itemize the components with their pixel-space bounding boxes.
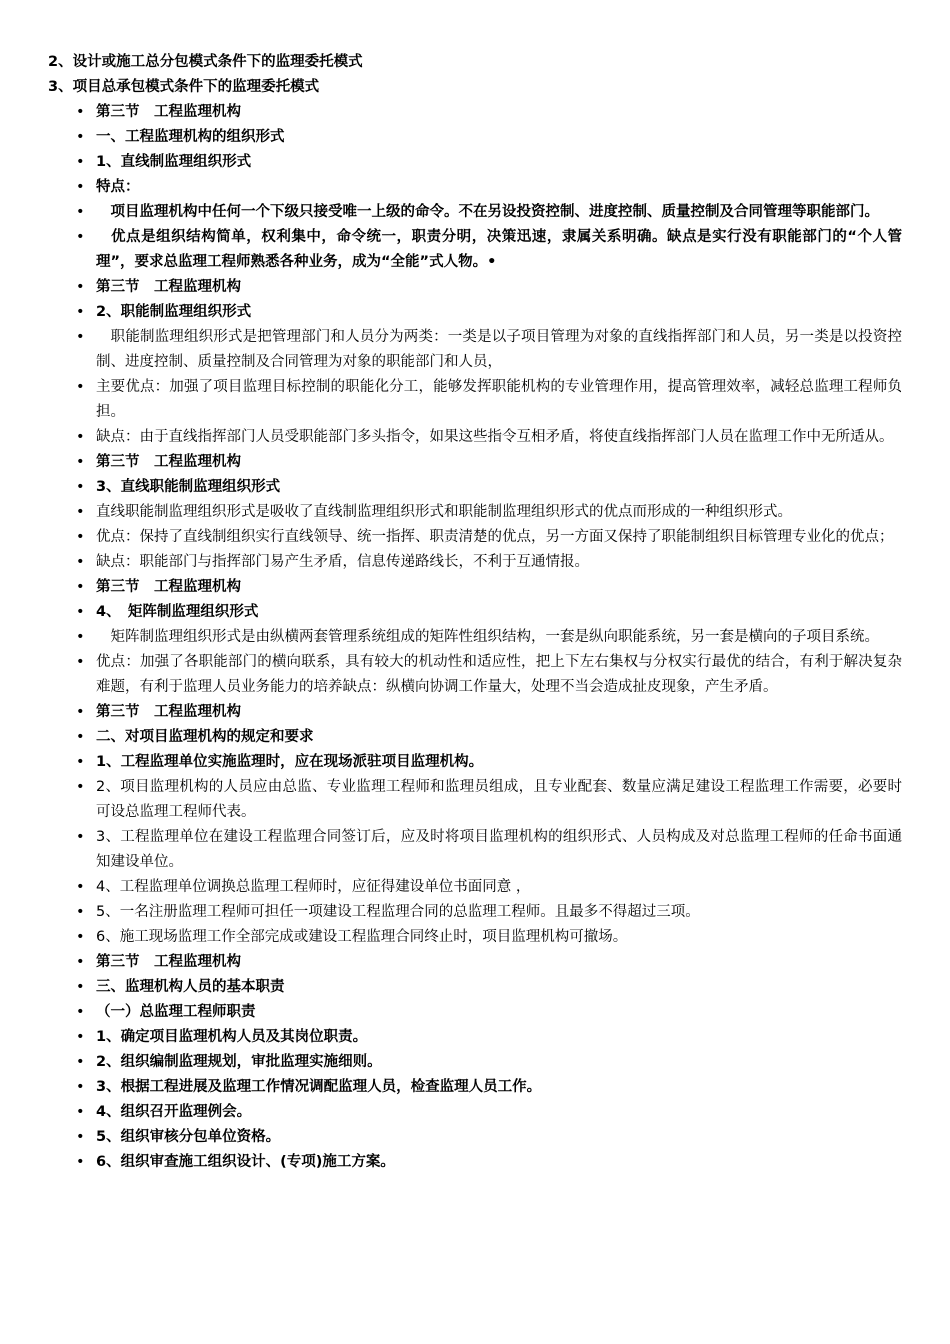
bullet-icon: • xyxy=(76,879,85,895)
list-item xyxy=(0,1050,950,1075)
bullet-icon: • xyxy=(76,104,85,120)
list-item-text: 1、确定项目监理机构人员及其岗位职责。 xyxy=(96,1029,368,1045)
bullet-icon: • xyxy=(76,554,85,570)
list-item xyxy=(0,900,950,925)
list-item-text: 1、直线制监理组织形式 xyxy=(96,154,252,170)
bullet-icon: • xyxy=(76,1104,85,1120)
bullet-icon: • xyxy=(76,1154,85,1170)
bullet-icon: • xyxy=(76,379,85,395)
list-item xyxy=(0,975,950,1000)
list-item xyxy=(0,200,950,225)
list-item xyxy=(0,1025,950,1050)
bullet-icon: • xyxy=(76,929,85,945)
list-item xyxy=(0,775,950,825)
list-item-text: 6、组织审查施工组织设计、(专项)施工方案。 xyxy=(96,1154,395,1170)
bullet-icon: • xyxy=(76,279,85,295)
list-item xyxy=(0,100,950,125)
list-item xyxy=(0,475,950,500)
list-item xyxy=(0,550,950,575)
bullet-icon: • xyxy=(76,729,85,745)
bullet-icon: • xyxy=(76,1004,85,1020)
list-item xyxy=(0,950,950,975)
list-item xyxy=(0,625,950,650)
list-item-text: 一、工程监理机构的组织形式 xyxy=(96,129,285,145)
bullet-icon: • xyxy=(76,779,85,795)
list-item-text: 2、职能制监理组织形式 xyxy=(96,304,252,320)
list-item xyxy=(0,1125,950,1150)
list-item xyxy=(0,725,950,750)
list-item-text: 项目监理机构中任何一个下级只接受唯一上级的命令。不在另设投资控制、进度控制、质量控制及合同管理等职能部门。 xyxy=(96,204,879,220)
bullet-icon: • xyxy=(76,1129,85,1145)
list-item-text: 第三节 工程监理机构 xyxy=(96,579,241,595)
bullet-icon: • xyxy=(76,1054,85,1070)
pre-line-2: 3、项目总承包模式条件下的监理委托模式 xyxy=(48,79,320,95)
list-item-text: 2、组织编制监理规划，审批监理实施细则。 xyxy=(96,1054,382,1070)
bullet-icon: • xyxy=(76,604,85,620)
list-item-text: 3、直线职能制监理组织形式 xyxy=(96,479,281,495)
pre-line-1: 2、设计或施工总分包模式条件下的监理委托模式 xyxy=(48,54,363,70)
list-item-text: 特点： xyxy=(96,179,140,195)
list-item-text: 第三节 工程监理机构 xyxy=(96,704,241,720)
list-item xyxy=(0,500,950,525)
bullet-icon: • xyxy=(76,479,85,495)
list-item xyxy=(0,925,950,950)
list-item-text: 2、项目监理机构的人员应由总监、专业监理工程师和监理员组成，且专业配套、数量应满足建设工程监理工作需要，必要时可设总监理工程师代表。 xyxy=(96,779,902,820)
list-item-text: 直线职能制监理组织形式是吸收了直线制监理组织形式和职能制监理组织形式的优点而形成的一种组织形式。 xyxy=(96,504,792,520)
bullet-icon: • xyxy=(76,179,85,195)
list-item xyxy=(0,650,950,700)
bullet-icon: • xyxy=(76,154,85,170)
list-item xyxy=(0,425,950,450)
list-item xyxy=(0,875,950,900)
list-item xyxy=(0,325,950,375)
list-item-text: 3、根据工程进展及监理工作情况调配监理人员，检查监理人员工作。 xyxy=(96,1079,542,1095)
list-item-text: 5、一名注册监理工程师可担任一项建设工程监理合同的总监理工程师。且最多不得超过三项。 xyxy=(96,904,700,920)
list-item-text: 优点：加强了各职能部门的横向联系，具有较大的机动性和适应性，把上下左右集权与分权实行最优的结合，有利于解决复杂难题，有利于监理人员业务能力的培养缺点：纵横向协调工作量大，处理不当会造成扯皮现象，产生矛盾。 xyxy=(96,654,902,695)
list-item xyxy=(0,375,950,425)
bullet-icon: • xyxy=(76,654,85,670)
list-item xyxy=(0,300,950,325)
list-item xyxy=(0,450,950,475)
list-item-text: 5、组织审核分包单位资格。 xyxy=(96,1129,281,1145)
bullet-icon: • xyxy=(76,904,85,920)
bullet-list xyxy=(0,100,950,1175)
bullet-icon: • xyxy=(76,1029,85,1045)
list-item-text: 缺点：由于直线指挥部门人员受职能部门多头指令，如果这些指令互相矛盾，将使直线指挥部门人员在监理工作中无所适从。 xyxy=(96,429,894,445)
list-item xyxy=(0,150,950,175)
list-item-text: 4、 矩阵制监理组织形式 xyxy=(96,604,259,620)
list-item-text: 6、施工现场监理工作全部完成或建设工程监理合同终止时，项目监理机构可撤场。 xyxy=(96,929,628,945)
bullet-icon: • xyxy=(76,754,85,770)
list-item xyxy=(0,225,950,275)
bullet-icon: • xyxy=(76,529,85,545)
list-item-text: 第三节 工程监理机构 xyxy=(96,454,241,470)
list-item xyxy=(0,1000,950,1025)
list-item xyxy=(0,600,950,625)
list-item-text: 4、工程监理单位调换总监理工程师时，应征得建设单位书面同意 ， xyxy=(96,879,531,895)
bullet-icon: • xyxy=(76,129,85,145)
document-page xyxy=(0,50,950,1175)
list-item-text: 优点是组织结构简单，权利集中，命令统一，职责分明，决策迅速，隶属关系明确。缺点是实行没有职能部门的“个人管理”，要求总监理工程师熟悉各种业务，成为“全能”式人物。• xyxy=(96,229,902,270)
list-item-text: 矩阵制监理组织形式是由纵横两套管理系统组成的矩阵性组织结构，一套是纵向职能系统，另一套是横向的子项目系统。 xyxy=(96,629,879,645)
list-item-text: 职能制监理组织形式是把管理部门和人员分为两类：一类是以子项目管理为对象的直线指挥部门和人员，另一类是以投资控制、进度控制、质量控制及合同管理为对象的职能部门和人员， xyxy=(96,329,902,370)
list-item-text: 1、工程监理单位实施监理时，应在现场派驻项目监理机构。 xyxy=(96,754,484,770)
list-item xyxy=(0,700,950,725)
list-item-text: 第三节 工程监理机构 xyxy=(96,104,241,120)
list-item-text: 第三节 工程监理机构 xyxy=(96,954,241,970)
bullet-icon: • xyxy=(76,1079,85,1095)
bullet-icon: • xyxy=(76,304,85,320)
bullet-icon: • xyxy=(76,829,85,845)
list-item-text: （一）总监理工程师职责 xyxy=(96,1004,256,1020)
list-item xyxy=(0,125,950,150)
list-item xyxy=(0,1075,950,1100)
list-item-text: 3、工程监理单位在建设工程监理合同签订后，应及时将项目监理机构的组织形式、人员构成及对总监理工程师的任命书面通知建设单位。 xyxy=(96,829,902,870)
bullet-icon: • xyxy=(76,979,85,995)
bullet-icon: • xyxy=(76,704,85,720)
bullet-icon: • xyxy=(76,954,85,970)
bullet-icon: • xyxy=(76,629,85,645)
list-item-text: 三、监理机构人员的基本职责 xyxy=(96,979,285,995)
list-item xyxy=(0,750,950,775)
bullet-icon: • xyxy=(76,329,85,345)
list-item-text: 缺点：职能部门与指挥部门易产生矛盾，信息传递路线长，不利于互通情报。 xyxy=(96,554,589,570)
bullet-icon: • xyxy=(76,579,85,595)
list-item xyxy=(0,275,950,300)
list-item xyxy=(0,575,950,600)
list-item xyxy=(0,525,950,550)
list-item-text: 4、组织召开监理例会。 xyxy=(96,1104,252,1120)
list-item xyxy=(0,1150,950,1175)
list-item xyxy=(0,175,950,200)
bullet-icon: • xyxy=(76,229,85,245)
list-item-text: 优点：保持了直线制组织实行直线领导、统一指挥、职责清楚的优点，另一方面又保持了职能制组织目标管理专业化的优点； xyxy=(96,529,894,545)
bullet-icon: • xyxy=(76,429,85,445)
list-item xyxy=(0,1100,950,1125)
list-item-text: 二、对项目监理机构的规定和要求 xyxy=(96,729,314,745)
bullet-icon: • xyxy=(76,504,85,520)
list-item-text: 主要优点：加强了项目监理目标控制的职能化分工，能够发挥职能机构的专业管理作用，提高管理效率，减轻总监理工程师负担。 xyxy=(96,379,902,420)
list-item xyxy=(0,825,950,875)
bullet-icon: • xyxy=(76,204,85,220)
bullet-icon: • xyxy=(76,454,85,470)
list-item-text: 第三节 工程监理机构 xyxy=(96,279,241,295)
